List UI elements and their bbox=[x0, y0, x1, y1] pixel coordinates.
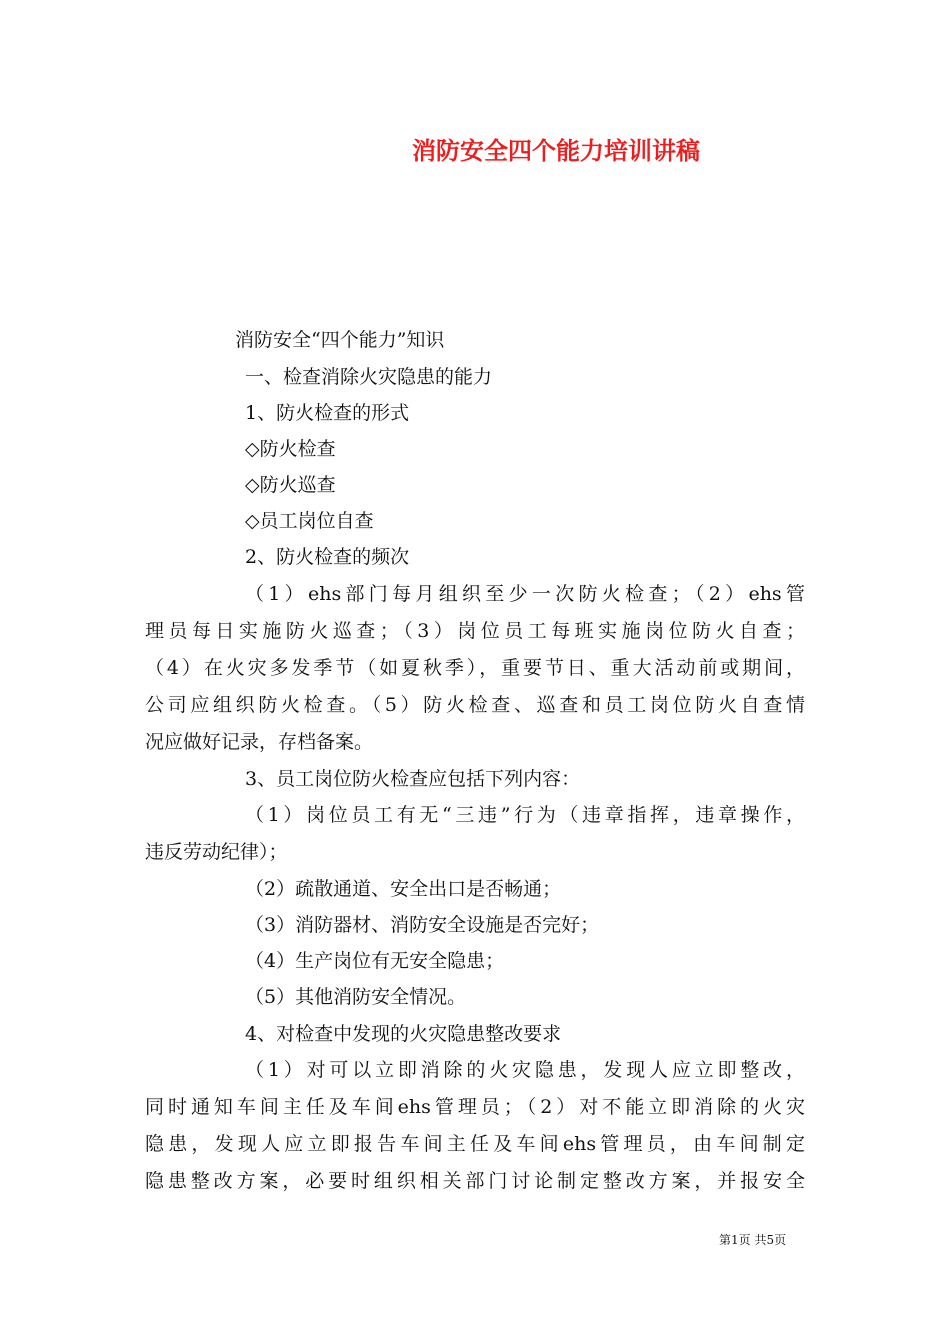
body-line: （4）在火灾多发季节（如夏秋季），重要节日、重大活动前或期间， bbox=[145, 657, 805, 679]
body-line: 4、对检查中发现的火灾隐患整改要求 bbox=[245, 1023, 562, 1045]
body-line: 1、防火检查的形式 bbox=[245, 402, 410, 424]
body-line: 理员每日实施防火巡查；（3）岗位员工每班实施岗位防火自查； bbox=[145, 620, 805, 642]
body-line: 同时通知车间主任及车间ehs管理员；（2）对不能立即消除的火灾 bbox=[145, 1096, 805, 1118]
body-line: 3、员工岗位防火检查应包括下列内容： bbox=[245, 768, 581, 790]
body-line: 况应做好记录，存档备案。 bbox=[145, 731, 374, 753]
body-line: ◇员工岗位自查 bbox=[245, 510, 374, 532]
body-line: 消防安全“四个能力”知识 bbox=[235, 329, 445, 351]
page-number-footer: 第1页 共5页 bbox=[719, 1233, 787, 1247]
body-line: 违反劳动纪律）； bbox=[145, 841, 288, 863]
body-line: （1）ehs部门每月组织至少一次防火检查；（2）ehs管 bbox=[245, 583, 805, 605]
body-line: 隐患，发现人应立即报告车间主任及车间ehs管理员，由车间制定 bbox=[145, 1133, 805, 1155]
body-line: （3）消防器材、消防安全设施是否完好； bbox=[245, 914, 600, 936]
body-line: 2、防火检查的频次 bbox=[245, 546, 410, 568]
body-line: 公司应组织防火检查。（5）防火检查、巡查和员工岗位防火自查情 bbox=[145, 694, 805, 716]
body-line: 一、检查消除火灾隐患的能力 bbox=[245, 366, 493, 388]
body-line: ◇防火检查 bbox=[245, 438, 336, 460]
body-line: 隐患整改方案，必要时组织相关部门讨论制定整改方案，并报安全 bbox=[145, 1170, 805, 1192]
body-line: ◇防火巡查 bbox=[245, 474, 336, 496]
body-line: （1）岗位员工有无“三违”行为（违章指挥，违章操作， bbox=[245, 804, 805, 826]
body-line: （5）其他消防安全情况。 bbox=[245, 986, 467, 1008]
document-title: 消防安全四个能力培训讲稿 bbox=[412, 137, 700, 165]
body-line: （1）对可以立即消除的火灾隐患，发现人应立即整改， bbox=[245, 1059, 805, 1081]
body-line: （4）生产岗位有无安全隐患； bbox=[245, 950, 505, 972]
body-line: （2）疏散通道、安全出口是否畅通； bbox=[245, 878, 562, 900]
